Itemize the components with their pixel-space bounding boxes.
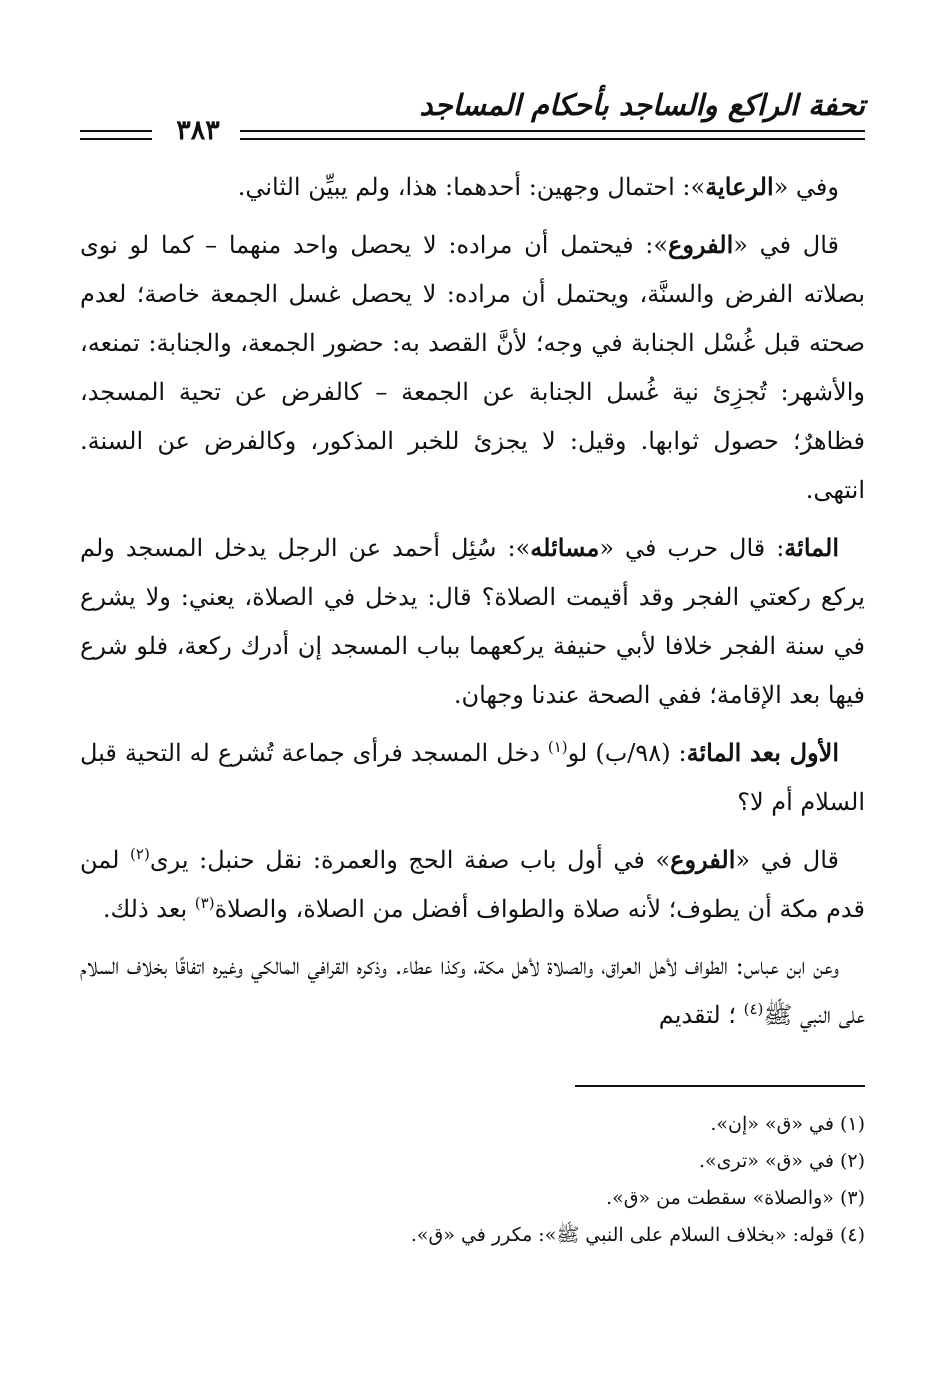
text-run: لمن قدم مكة أن يطوف؛ لأنه صلاة والطواف أفضل من الصلاة، والصلاة — [80, 846, 865, 923]
paragraph-4 — [80, 728, 865, 827]
paragraph-6 — [80, 942, 865, 1040]
section-heading: الأول بعد المائة — [686, 738, 840, 767]
text-run: »: سُئِل أحمد عن الرجل يدخل المسجد ولم يركع ركعتي الفجر وقد أقيمت الصلاة؟ قال: يدخل في الصلاة، يعني: ولا يشرع في سنة الفجر خلافا لأبي حنيفة يركعهما بباب المسجد إن أدرك ركعة، فلو شرع فيها بعد الإقامة؛ ففي الصحة عندنا وجهان. — [80, 534, 865, 709]
header-rule-long — [240, 130, 865, 140]
paragraph-5 — [80, 835, 865, 934]
book-title: مسائله — [530, 533, 600, 562]
book-title: الفروع — [670, 845, 736, 874]
footnotes — [80, 1106, 865, 1254]
text-run: »: احتمال وجهين: أحدهما: هذا، ولم يبيِّن الثاني. — [237, 173, 706, 201]
paragraph-2 — [80, 220, 865, 515]
paragraph-1 — [80, 162, 865, 212]
section-heading: المائة — [784, 533, 839, 562]
book-title: الرعاية — [705, 172, 774, 201]
footnote-ref: (٢) — [130, 845, 150, 863]
book-title: الفروع — [668, 230, 734, 259]
page-header — [80, 80, 865, 150]
footnote-separator — [575, 1085, 865, 1087]
paragraph-3 — [80, 523, 865, 720]
footnote-3: (٣) «والصلاة» سقطت من «ق». — [606, 1187, 865, 1209]
text-run: قال في « — [733, 231, 839, 259]
text-run: وعن ابن عباس: الطواف لأهل العراق، والصلاة لأهل مكة، وكذا عطاء. وذكره القرافي المالكي وغيره اتفاقًا بخلاف السلام على النبي ﷺ — [80, 952, 865, 1029]
footnote-2: (٢) في «ق» «ترى». — [698, 1150, 865, 1172]
text-run: : قال حرب في « — [599, 534, 785, 562]
main-text — [80, 162, 865, 1048]
page-number: ٣٨٣ — [176, 115, 220, 146]
text-run: قال في « — [735, 846, 839, 874]
header-rule-short — [80, 130, 152, 140]
text-run: »: فيحتمل أن مراده: لا يحصل واحد منهما – كما لو نوى بصلاته الفرض والسنَّة، ويحتمل أن مراده: لا يحصل غسل الجمعة خاصة؛ لعدم صحته قبل غُسْل الجنابة في وجه؛ لأنَّ القصد به: حضور الجمعة، والجنابة: تمنعه، والأشهر: تُجزِئ نية غُسل الجنابة عن الجمعة – كالفرض عن تحية المسجد، فظاهرٌ؛ حصول ثوابها. وقيل: لا يجزئ للخبر المذكور، وكالفرض عن السنة. انتهى. — [80, 231, 865, 504]
footnote-ref: (٤) — [743, 1000, 764, 1018]
text-run: ؛ لتقديم — [658, 1001, 744, 1029]
footnote-ref: (٣) — [194, 894, 215, 912]
footnote-ref: (١) — [547, 738, 568, 756]
text-run: بعد ذلك. — [102, 895, 195, 923]
running-title: تحفة الراكع والساجد بأحكام المساجد — [419, 88, 865, 122]
footnote-1: (١) في «ق» «إن». — [710, 1113, 865, 1135]
text-run: وفي « — [773, 173, 839, 201]
text-run: دخل المسجد فرأى جماعة تُشرع له التحية قبل السلام أم لا؟ — [80, 739, 865, 816]
text-run: » في أول باب صفة الحج والعمرة: نقل حنبل: يرى — [149, 846, 671, 874]
text-run: : (٩٨/ب) لو — [567, 739, 687, 767]
footnote-4: (٤) قوله: «بخلاف السلام على النبي ﷺ»: مكرر في «ق». — [410, 1224, 865, 1246]
